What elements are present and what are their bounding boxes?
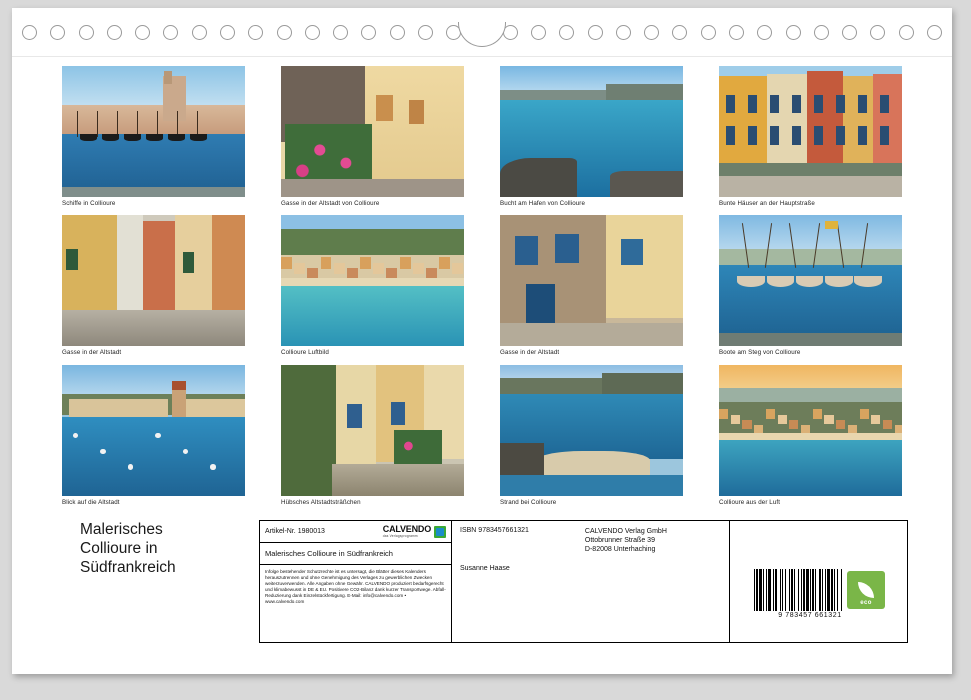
publisher-address [585,527,667,554]
product-title-line-2: Collioure in [80,540,158,558]
punch-hole [927,25,942,40]
photo-caption: Schiffe in Collioure [62,200,116,207]
calvendo-logo-mark-icon [434,526,446,538]
photo-caption: Strand bei Collioure [500,498,557,506]
punch-hole [870,25,885,40]
punch-hole [220,25,235,40]
punch-hole [644,25,659,40]
punch-hole [559,25,574,40]
punch-hole [729,25,744,40]
eco-badge-label: eco [860,600,872,606]
product-title [80,520,255,578]
gallery-item [719,365,902,506]
gallery-item [281,365,464,506]
gallery-item [719,215,902,356]
photo-gallery-grid [62,66,902,506]
punch-hole [22,25,37,40]
product-subtitle: Malerisches Collioure in Südfrankreich [260,543,451,565]
photo-caption: Gasse in der Altstadt [500,349,560,357]
gallery-item [500,365,683,506]
info-column-right [730,521,907,642]
eco-badge [847,571,885,609]
punch-hole [899,25,914,40]
photo-alley-flowers [281,66,464,197]
photo-colourful-houses [719,66,902,197]
punch-hole [616,25,631,40]
punch-hole [79,25,94,40]
photo-caption: Gasse in der Altstadt [62,349,122,357]
photo-caption: Collioure aus der Luft [719,498,781,506]
barcode-bar [842,569,843,611]
punch-hole [107,25,122,40]
punch-hole [277,25,292,40]
barcode-number: 9 783457 661321 [778,612,842,619]
punch-hole [701,25,716,40]
punch-hole [672,25,687,40]
photo-stone-house-blue-shutters [500,215,683,346]
product-info-box [259,520,908,643]
calvendo-logo-text: CALVENDO [382,524,431,534]
photo-old-town-view [62,365,245,496]
leaf-icon [858,582,874,598]
punch-hole [757,25,772,40]
punch-hole [531,25,546,40]
photo-narrow-street [62,215,245,346]
gallery-item [62,365,245,506]
punch-hole [842,25,857,40]
photo-boats-at-pier [719,215,902,346]
info-column-left [260,521,452,642]
isbn-text: ISBN 9783457661321 [460,527,529,534]
publisher-city: D-82008 Unterhaching [584,546,656,554]
photo-caption: Boote am Steg von Collioure [719,349,801,357]
gallery-item [719,66,902,207]
calendar-binding-strip [12,8,952,57]
product-title-line-1: Malerisches [80,521,163,538]
author-name: Susanne Haase [460,565,510,572]
punch-hole [163,25,178,40]
legal-notice-text: Infolge bestehender Schutzrechte ist es untersagt, die Blätter dieses Kalenders herauszutrennen und ohne Genehmigung des Verlages zu gewerblichen Zwecken weiterzuverwenden. Alle Angaben ohne Gewähr. CALVENDO produziert bedarfsgerecht und klimabewusst in DE & EU. Positivere CO2-Bilanz dank kurzer Transportwege. Abfall-Reduzierung dank Einzelstückfertigung. E-Mail: info@calvendo.com • www.calvendo.com [265,569,446,605]
punch-hole [390,25,405,40]
photo-bay-turquoise [500,66,683,197]
isbn-row [460,527,721,554]
punch-hole [418,25,433,40]
photo-sunset-aerial [719,365,902,496]
calvendo-logo-tagline: das Verlagsprogramm [382,534,418,538]
punch-hole [192,25,207,40]
article-number-text: Artikel-Nr. 1980013 [265,528,325,535]
punch-hole [814,25,829,40]
photo-caption: Bunte Häuser an der Hauptstraße [719,200,815,207]
gallery-item [62,215,245,356]
gallery-item [500,215,683,356]
photo-caption: Collioure Luftbild [281,349,329,357]
photo-pretty-lane [281,365,464,496]
gallery-item [281,66,464,207]
punch-hole [248,25,263,40]
photo-beach-cliff [500,365,683,496]
info-column-middle [452,521,730,642]
product-title-line-3: Südfrankreich [80,559,176,577]
article-number-row [260,521,451,543]
photo-caption: Hübsches Altstadtsträßchen [281,498,361,506]
gallery-item [62,66,245,207]
punch-hole [135,25,150,40]
publisher-name: CALVENDO Verlag GmbH [584,528,667,535]
hanger-tab-icon [458,22,506,47]
punch-hole [305,25,320,40]
photo-aerial-bay [281,215,464,346]
punch-hole [361,25,376,40]
calvendo-logo [383,525,446,538]
punch-hole [50,25,65,40]
punch-hole [786,25,801,40]
photo-harbour-boats [62,66,245,197]
calendar-back-cover [12,8,952,674]
gallery-item [500,66,683,207]
punch-hole [333,25,348,40]
publisher-street: Ottobrunner Straße 39 [584,537,655,545]
photo-caption: Gasse in der Altstadt von Collioure [281,200,380,207]
photo-caption: Blick auf die Altstadt [62,498,120,506]
punch-hole [588,25,603,40]
photo-caption: Bucht am Hafen von Collioure [500,200,585,207]
gallery-item [281,215,464,356]
